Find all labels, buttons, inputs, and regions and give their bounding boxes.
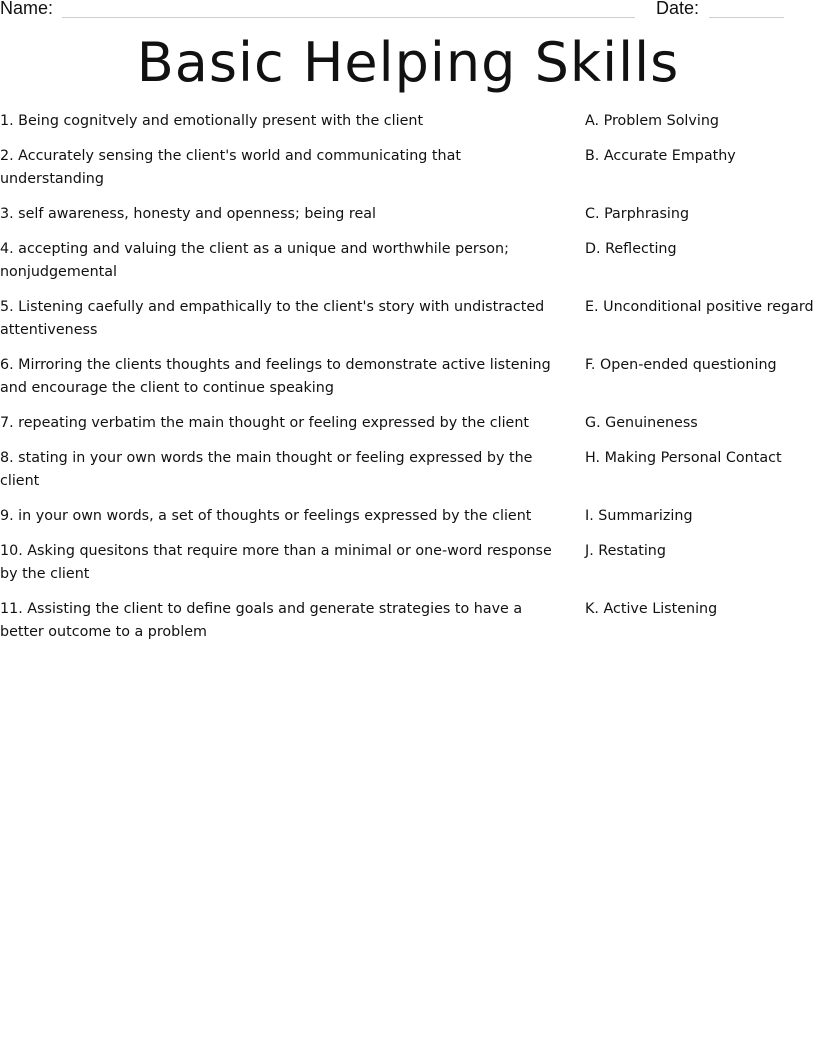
- clue-item: 7. repeating verbatim the main thought or feeling expressed by the client: [0, 415, 530, 431]
- answer-option: I. Summarizing: [585, 508, 693, 524]
- matching-row: [0, 447, 816, 505]
- clue-item: 4. accepting and valuing the client as a unique and worthwhile person; nonjudgemental: [0, 241, 509, 280]
- answer-option: D. Reflecting: [585, 241, 677, 257]
- matching-row: [0, 598, 816, 656]
- matching-list: [0, 110, 816, 656]
- matching-row: [0, 296, 816, 354]
- answer-option: F. Open-ended questioning: [585, 357, 777, 373]
- clue-item: 1. Being cognitvely and emotionally present with the client: [0, 113, 424, 129]
- answer-option: K. Active Listening: [585, 601, 718, 617]
- clue-item: 10. Asking quesitons that require more than a minimal or one-word response by the client: [0, 543, 552, 582]
- clue-item: 11. Assisting the client to define goals and generate strategies to have a better outcome to a problem: [0, 601, 523, 640]
- date-field-line[interactable]: [709, 17, 784, 18]
- matching-row: [0, 145, 816, 203]
- answer-option: E. Unconditional positive regard: [585, 299, 814, 315]
- matching-row: [0, 505, 816, 540]
- matching-row: [0, 238, 816, 296]
- clue-item: 6. Mirroring the clients thoughts and feelings to demonstrate active listening and encourage the client to continue speaking: [0, 357, 551, 396]
- page-title: Basic Helping Skills: [136, 31, 680, 94]
- clue-item: 2. Accurately sensing the client's world and communicating that understanding: [0, 148, 461, 187]
- date-label: Date:: [656, 0, 700, 18]
- answer-option: G. Genuineness: [585, 415, 698, 431]
- answer-option: A. Problem Solving: [585, 113, 719, 129]
- clue-item: 9. in your own words, a set of thoughts or feelings expressed by the client: [0, 508, 532, 524]
- answer-option: B. Accurate Empathy: [585, 148, 736, 164]
- matching-row: [0, 354, 816, 412]
- matching-row: [0, 540, 816, 598]
- matching-row: [0, 110, 816, 145]
- name-field-line[interactable]: [62, 17, 635, 18]
- answer-option: J. Restating: [585, 543, 666, 559]
- clue-item: 8. stating in your own words the main thought or feeling expressed by the client: [0, 450, 533, 489]
- name-label: Name:: [0, 0, 54, 18]
- answer-option: C. Parphrasing: [585, 206, 690, 222]
- matching-row: [0, 203, 816, 238]
- answer-option: H. Making Personal Contact: [585, 450, 782, 466]
- clue-item: 5. Listening caefully and empathically to the client's story with undistracted attentiveness: [0, 299, 545, 338]
- matching-row: [0, 412, 816, 447]
- header: [0, 0, 816, 24]
- clue-item: 3. self awareness, honesty and openness; being real: [0, 206, 376, 222]
